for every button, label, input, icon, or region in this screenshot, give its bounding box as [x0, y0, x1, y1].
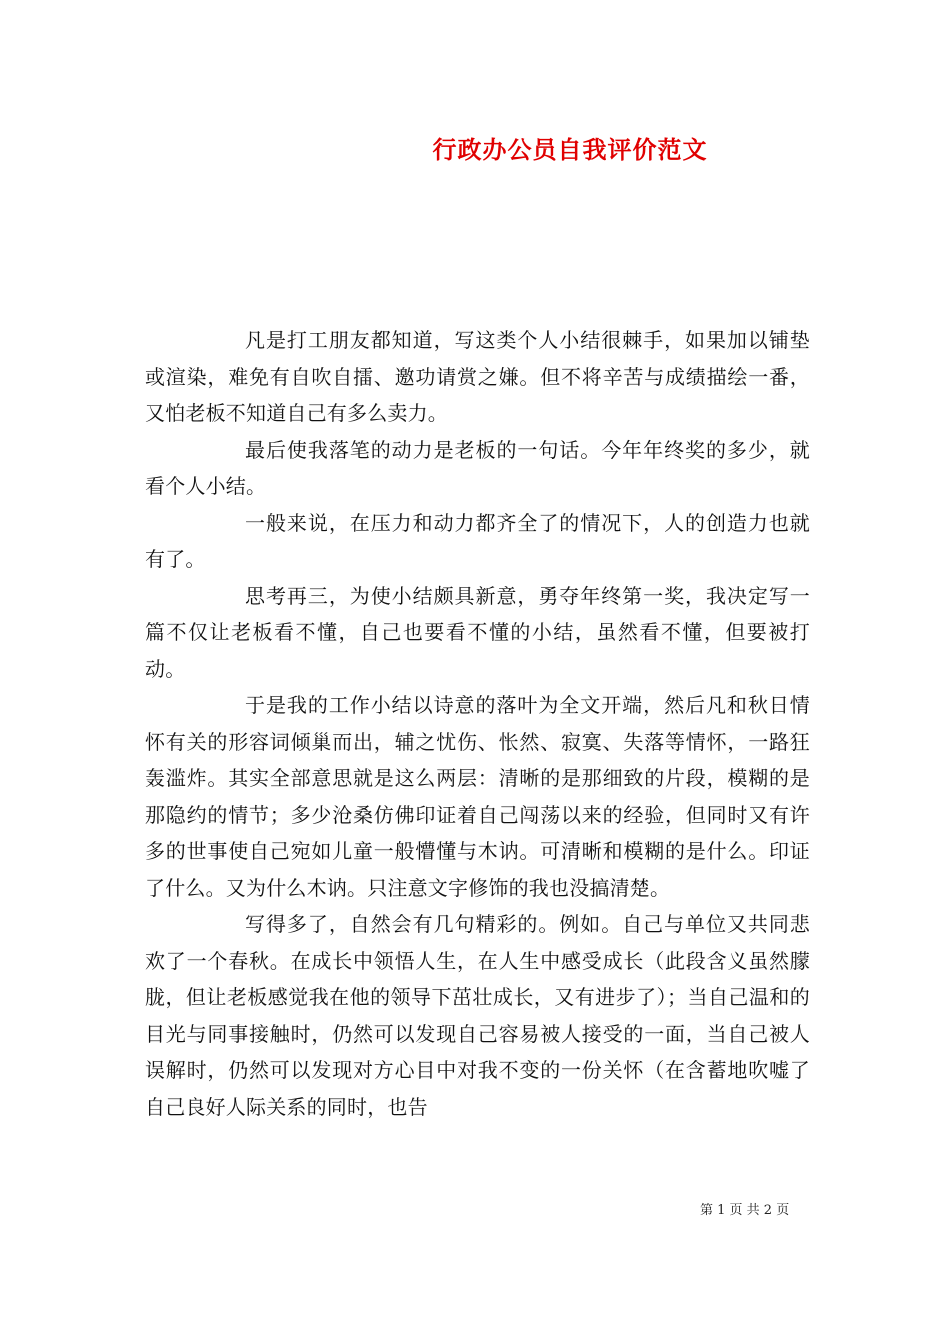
paragraph: 最后使我落笔的动力是老板的一句话。今年年终奖的多少，就看个人小结。: [145, 437, 810, 498]
page-number-footer: 第 1 页 共 2 页: [700, 1203, 790, 1218]
paragraph: 思考再三，为使小结颇具新意，勇夺年终第一奖，我决定写一篇不仅让老板看不懂，自己也要看不懂的小结，虽然看不懂，但要被打动。: [145, 583, 810, 681]
paragraph: 一般来说，在压力和动力都齐全了的情况下，人的创造力也就有了。: [145, 510, 810, 571]
paragraph: 写得多了，自然会有几句精彩的。例如。自己与单位又共同悲欢了一个春秋。在成长中领悟人生，在人生中感受成长（此段含义虽然朦胧，但让老板感觉我在他的领导下茁壮成长，又有进步了）；当自己温和的目光与同事接触时，仍然可以发现自己容易被人接受的一面，当自己被人误解时，仍然可以发现对方心目中对我不变的一份关怀（在含蓄地吹嘘了自己良好人际关系的同时，也告: [145, 912, 810, 1119]
paragraph: 凡是打工朋友都知道，写这类个人小结很棘手，如果加以铺垫或渲染，难免有自吹自擂、邀功请赏之嫌。但不将辛苦与成绩描绘一番，又怕老板不知道自己有多么卖力。: [145, 328, 810, 425]
document-body: [145, 322, 810, 1125]
paragraph: 于是我的工作小结以诗意的落叶为全文开端，然后凡和秋日情怀有关的形容词倾巢而出，辅之忧伤、怅然、寂寞、失落等情怀，一路狂轰滥炸。其实全部意思就是这么两层：清晰的是那细致的片段，模糊的是那隐约的情节；多少沧桑仿佛印证着自己闯荡以来的经验，但同时又有许多的世事使自己宛如儿童一般懵懂与木讷。可清晰和模糊的是什么。印证了什么。又为什么木讷。只注意文字修饰的我也没搞清楚。: [145, 693, 810, 900]
document-title: 行政办公员自我评价范文: [432, 135, 708, 164]
